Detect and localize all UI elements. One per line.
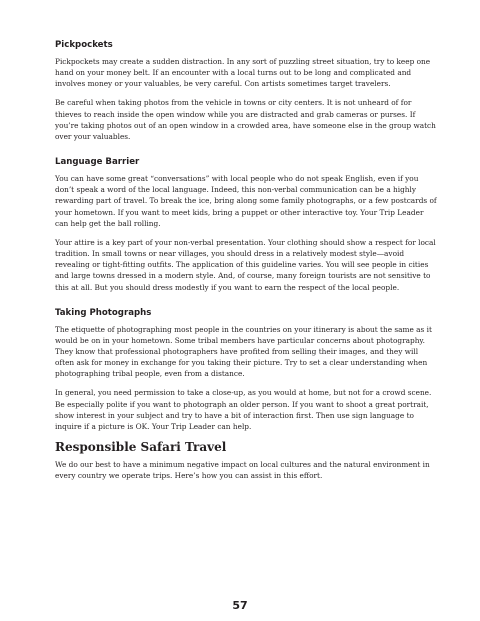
document-page	[55, 40, 437, 489]
paragraph: Pickpockets may create a sudden distraction. In any sort of puzzling street situation, try to keep one hand on your money belt. If an encounter with a local turns out to be long and complicated and involves money or your valuables, be very careful. Con artists sometimes target travelers.	[55, 57, 431, 89]
paragraph: Your attire is a key part of your non-verbal presentation. Your clothing should show a respect for local tradition. In small towns or near villages, you should dress in a relatively modest style—avoid revealing or tight-fitting outfits. The application of this guideline varies. You will see people in cities and large towns dressed in a modern style. And, of course, many foreign tourists are not sensitive to this at all. But you should dress modestly if you want to earn the respect of the local people.	[55, 237, 436, 292]
section-heading: Taking Photographs	[55, 307, 152, 318]
page-number: 57	[232, 599, 248, 612]
paragraph: We do our best to have a minimum negative impact on local cultures and the natural environment in every country we operate trips. Here’s how you can assist in this effort.	[55, 460, 430, 481]
paragraph: Be careful when taking photos from the vehicle in towns or city centers. It is not unheard of for thieves to reach inside the open window while you are distracted and grab cameras or purses. If you’re taking photos out of an open window in a crowded area, have someone else in the group watch over your valuables.	[55, 98, 436, 141]
paragraph: The etiquette of photographing most people in the countries on your itinerary is about the same as it would be on in your hometown. Some tribal members have particular concerns about photography. They know that professional photographers have profited from selling their images, and they will often ask for money in exchange for you taking their picture. Try to set a clear understanding when photographing tribal people, even from a distance.	[55, 324, 432, 379]
section-language-barrier	[55, 157, 437, 293]
section-pickpockets	[55, 40, 437, 142]
section-responsible-safari-travel	[55, 440, 437, 481]
section-taking-photographs	[55, 308, 437, 432]
paragraph: You can have some great “conversations” with local people who do not speak English, even if you don’t speak a word of the local language. Indeed, this non-verbal communication can be a highly rewarding part of travel. To break the ice, bring along some family photographs, or a few postcards of your hometown. If you want to meet kids, bring a puppet or other interactive toy. Your Trip Leader can help get the ball rolling.	[55, 174, 437, 228]
section-heading: Language Barrier	[55, 157, 140, 168]
paragraph: In general, you need permission to take a close-up, as you would at home, but not for a crowd scene. Be especially polite if you want to photograph an older person. If you want to shoot a great portrait, show interest in your subject and try to have a bit of interaction first. Then use sign language to inquire if a picture is OK. Your Trip Leader can help.	[55, 388, 432, 431]
section-heading: Pickpockets	[55, 40, 113, 50]
main-heading: Responsible Safari Travel	[55, 440, 227, 455]
